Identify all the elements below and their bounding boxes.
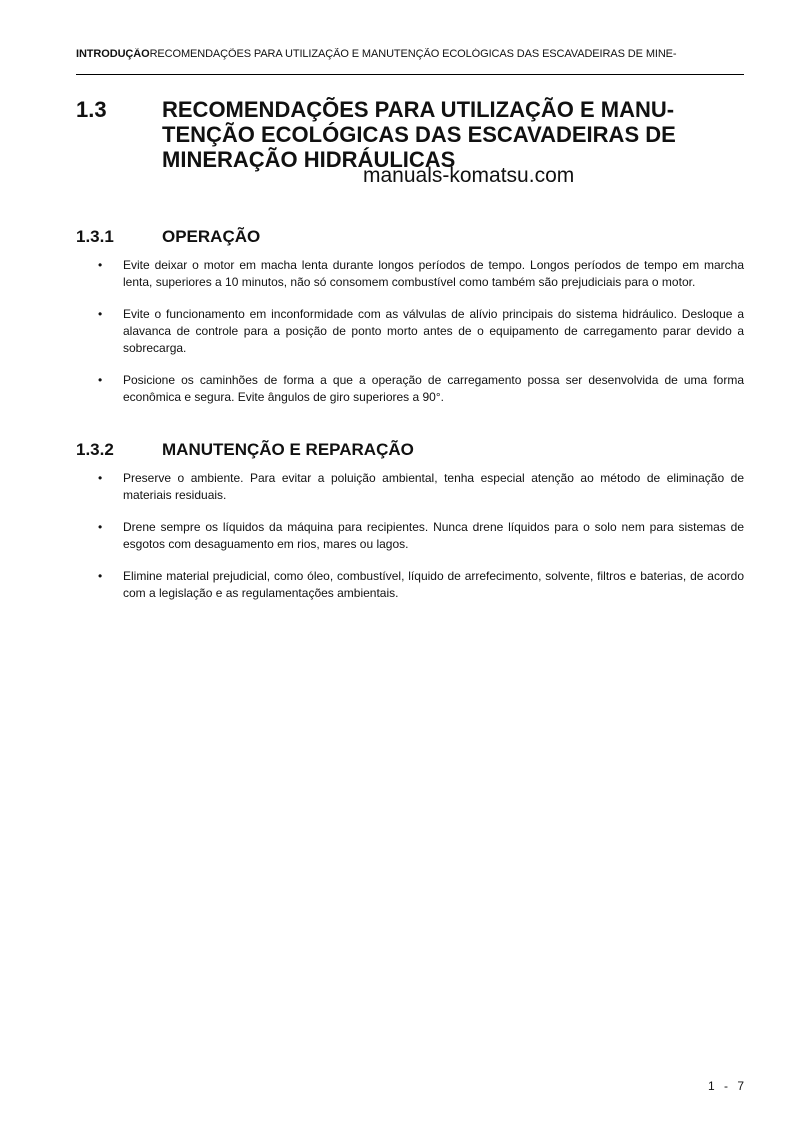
subsection-title: MANUTENÇÃO E REPARAÇÃO [162,440,414,459]
section-title [162,97,752,172]
bullet-list [76,470,744,617]
bullet-icon: • [98,307,103,321]
section-title-line: MINERAÇÃO HIDRÁULICAS [162,147,456,172]
list-item-text: Preserve o ambiente. Para evitar a poluição ambiental, tenha especial atenção ao método de eliminação de materiais residuais. [123,471,744,502]
subsection-number: 1.3.2 [76,440,114,459]
subsection-number: 1.3.1 [76,227,114,246]
page-number: 1 - 7 [707,1079,744,1093]
bullet-icon: • [98,258,103,272]
list-item-text: Posicione os caminhões de forma a que a operação de carregamento possa ser desenvolvida de uma forma econômica e segura. Evite ângulos de giro superiores a 90°. [123,373,744,404]
list-item-text: Drene sempre os líquidos da máquina para recipientes. Nunca drene líquidos para o solo nem para sistemas de esgotos com desaguamento em rios, mares ou lagos. [123,520,744,551]
bullet-icon: • [98,471,103,485]
running-header [76,48,744,60]
list-item-text: Elimine material prejudicial, como óleo, combustível, líquido de arrefecimento, solvente, filtros e baterias, de acordo com a legislação e as regulamentações ambientais. [123,569,744,600]
section-title-line: TENÇÃO ECOLÓGICAS DAS ESCAVADEIRAS DE [162,122,676,147]
list-item [76,306,744,357]
bullet-icon: • [98,373,103,387]
bullet-icon: • [98,520,103,534]
subsection-title: OPERAÇÃO [162,227,261,246]
watermark: manuals-komatsu.com [363,164,575,187]
list-item-text: Evite deixar o motor em macha lenta durante longos períodos de tempo. Longos períodos de tempo em marcha lenta, superiores a 10 minutos, não só consomem combustível como também são prejudiciais para o motor. [123,258,744,289]
header-divider [76,74,744,75]
section-title-line: RECOMENDAÇÕES PARA UTILIZAÇÃO E MANU- [162,97,675,122]
list-item [76,470,744,504]
bullet-list [76,257,744,421]
header-chapter: INTRODUÇÃO [76,48,150,60]
section-number: 1.3 [76,97,107,122]
list-item [76,372,744,406]
header-section-title: RECOMENDAÇÕES PARA UTILIZAÇÃO E MANUTENÇÃO ECOLÓGICAS DAS ESCAVADEIRAS DE MINE- [149,48,677,60]
list-item [76,568,744,602]
list-item [76,257,744,291]
bullet-icon: • [98,569,103,583]
list-item [76,519,744,553]
list-item-text: Evite o funcionamento em inconformidade com as válvulas de alívio principais do sistema hidráulico. Desloque a alavanca de controle para a posição de ponto morto antes de o equipamento de carregamento parar devido a sobrecarga. [123,307,744,355]
